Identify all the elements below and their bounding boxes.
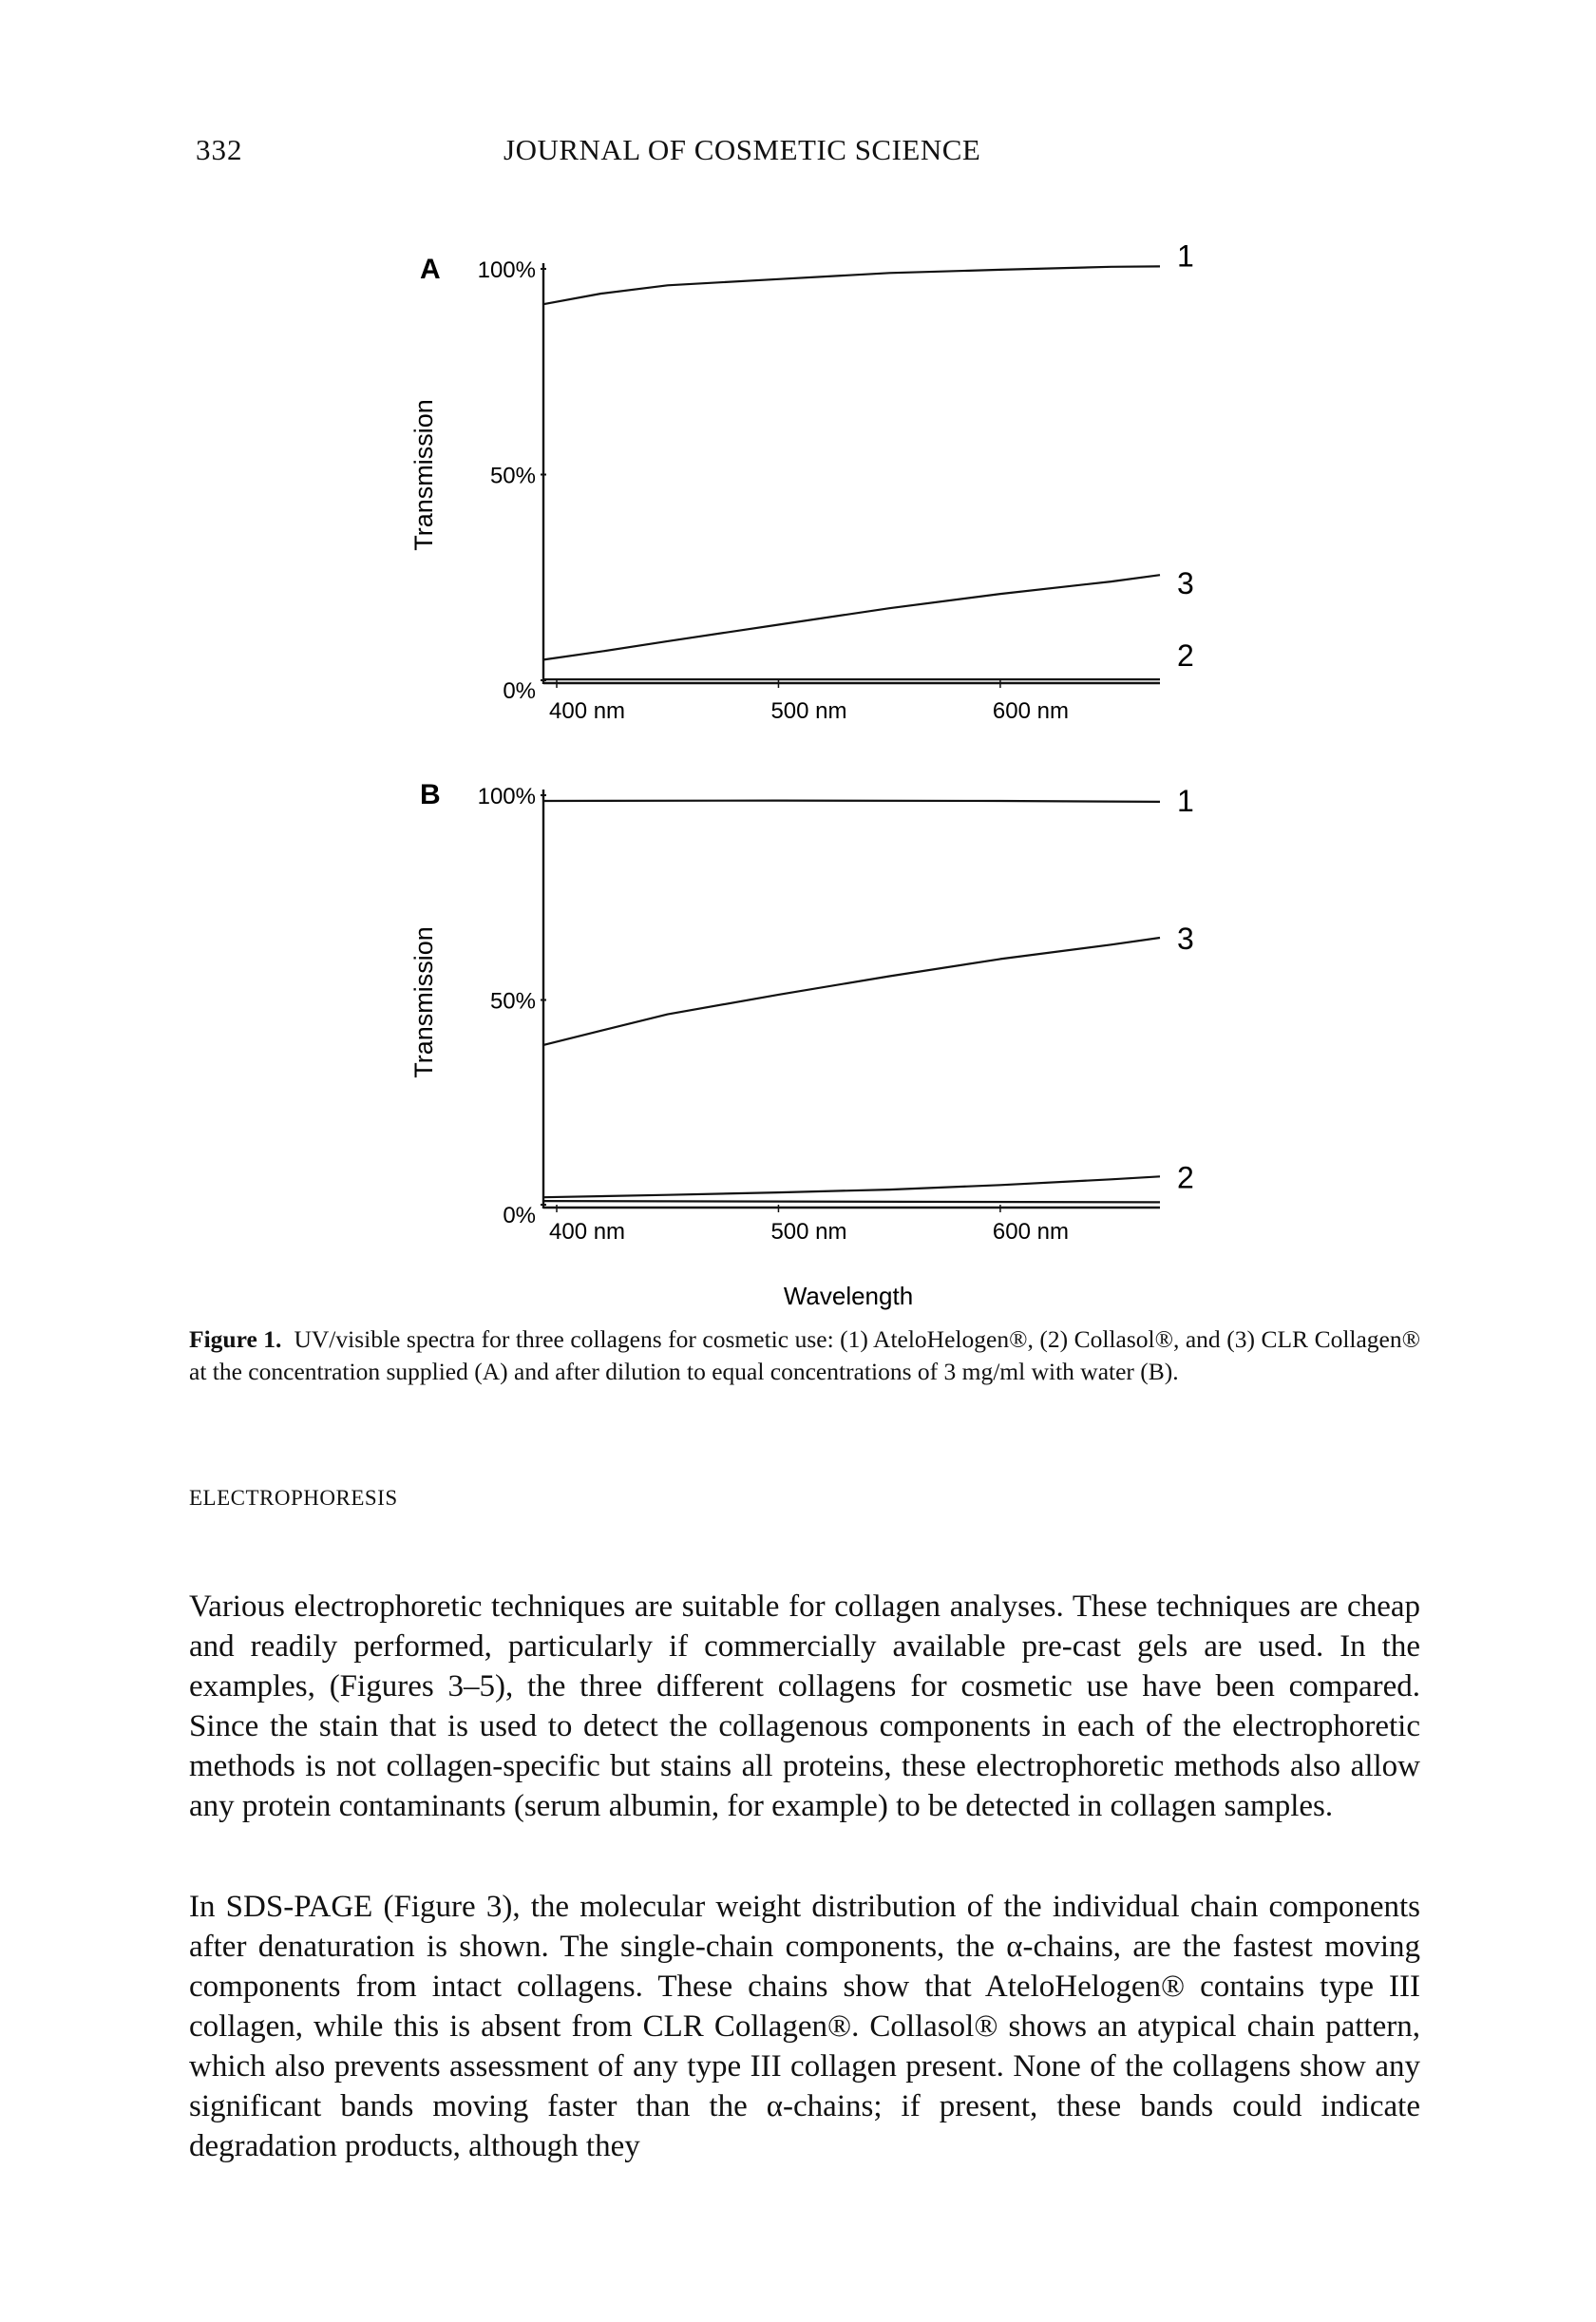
journal-title: JOURNAL OF COSMETIC SCIENCE xyxy=(504,133,981,166)
y-tick-label: 0% xyxy=(503,1203,536,1228)
x-tick-label: 400 nm xyxy=(549,698,626,724)
caption-label: Figure 1. xyxy=(189,1325,282,1353)
figure-xlabel: Wavelength xyxy=(783,1282,914,1310)
series-1-line xyxy=(543,266,1160,304)
y-tick-label: 100% xyxy=(477,257,536,283)
panel-a-ylabel: Transmission xyxy=(409,399,438,551)
panel-b-chart xyxy=(409,779,1194,1245)
y-tick-label: 50% xyxy=(489,988,536,1015)
x-tick-label: 500 nm xyxy=(770,1219,847,1245)
caption-text: UV/visible spectra for three collagens for cosmetic use: (1) AteloHelogen®, (2) Collasol®, and (3) CLR Collagen® at the concentration supplied (A) and after dilution to equal concentrations of 3 mg/ml with water (B). xyxy=(189,1325,1421,1385)
series-label: 2 xyxy=(1177,1160,1194,1195)
panel-a-label: A xyxy=(420,254,441,285)
series-3-line xyxy=(543,575,1160,659)
series-1-line xyxy=(543,801,1160,802)
y-tick-label: 0% xyxy=(503,678,536,704)
x-tick-label: 500 nm xyxy=(770,698,847,724)
body-paragraph: In SDS-PAGE (Figure 3), the molecular weight distribution of the individual chain components after denaturation is shown. The single-chain components, the α-chains, are the fastest moving components from intact collagens. These chains show that AteloHelogen® contains type III collagen, while this is absent from CLR Collagen®. Collasol® shows an atypical chain pattern, which also prevents assessment of any type III collagen present. None of the collagens show any significant bands moving faster than the α-chains; if present, these bands could indicate degradation products, although they xyxy=(189,1890,1420,2163)
panel-b-ylabel: Transmission xyxy=(409,926,438,1078)
panel-a-chart xyxy=(409,238,1194,724)
series-label: 1 xyxy=(1177,783,1194,818)
figure-caption xyxy=(189,1323,1420,1388)
y-tick-label: 100% xyxy=(477,784,536,809)
page-number: 332 xyxy=(196,133,243,166)
panel-b-label: B xyxy=(420,779,441,810)
body-paragraph: Various electrophoretic techniques are suitable for collagen analyses. These techniques are cheap and readily performed, particularly if commercially available pre-cast gels are used. In the examples, (Figures 3–5), the three different collagens for cosmetic use have been compared. Since the stain that is used to detect the collagenous components in each of the electrophoretic methods is not collagen-specific but stains all proteins, these electrophoretic methods also allow any protein contaminants (serum albumin, for example) to be detected in collagen samples. xyxy=(189,1589,1420,1823)
series-label: 3 xyxy=(1177,566,1194,601)
series-baseline-line xyxy=(543,1201,1160,1202)
series-2-line xyxy=(543,1176,1160,1197)
x-tick-label: 600 nm xyxy=(992,698,1069,724)
series-label: 3 xyxy=(1177,921,1194,956)
series-label: 2 xyxy=(1177,638,1194,674)
x-tick-label: 400 nm xyxy=(549,1219,626,1245)
series-3-line xyxy=(543,938,1160,1045)
series-label: 1 xyxy=(1177,238,1194,274)
y-tick-label: 50% xyxy=(489,463,536,489)
section-heading: ELECTROPHORESIS xyxy=(189,1486,398,1510)
x-tick-label: 600 nm xyxy=(992,1219,1069,1245)
